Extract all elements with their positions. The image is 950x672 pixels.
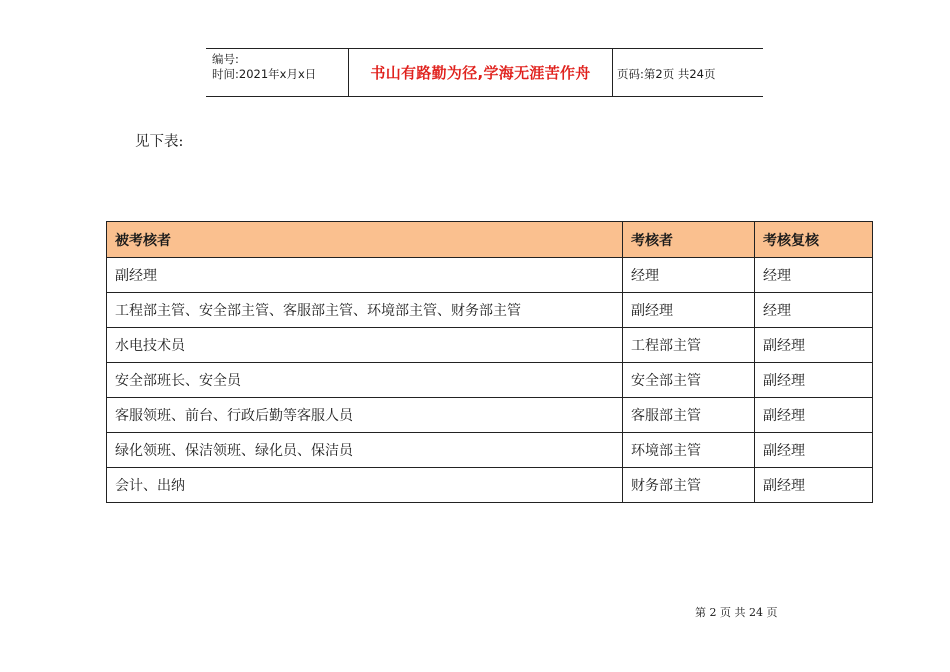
header-motto: 书山有路勤为径,学海无涯苦作舟 bbox=[370, 64, 591, 82]
cell-assessee: 会计、出纳 bbox=[107, 468, 623, 503]
intro-text: 见下表: bbox=[135, 134, 184, 150]
cell-reviewer: 副经理 bbox=[755, 468, 873, 503]
cell-assessee: 安全部班长、安全员 bbox=[107, 363, 623, 398]
header-bottom-rule bbox=[206, 96, 763, 97]
cell-reviewer: 副经理 bbox=[755, 363, 873, 398]
cell-assessor: 环境部主管 bbox=[623, 433, 755, 468]
cell-reviewer: 经理 bbox=[755, 293, 873, 328]
cell-assessee: 绿化领班、保洁领班、绿化员、保洁员 bbox=[107, 433, 623, 468]
cell-reviewer: 副经理 bbox=[755, 328, 873, 363]
header-top-rule bbox=[206, 48, 763, 49]
cell-reviewer: 副经理 bbox=[755, 398, 873, 433]
cell-assessor: 经理 bbox=[623, 258, 755, 293]
table-row bbox=[107, 328, 873, 363]
table-row bbox=[107, 363, 873, 398]
cell-reviewer: 经理 bbox=[755, 258, 873, 293]
table-header-row bbox=[107, 222, 873, 258]
page-footer: 第 2 页 共 24 页 bbox=[695, 606, 778, 619]
table-row bbox=[107, 468, 873, 503]
header-divider-right bbox=[612, 48, 613, 96]
cell-reviewer: 副经理 bbox=[755, 433, 873, 468]
cell-assessor: 财务部主管 bbox=[623, 468, 755, 503]
header-meta bbox=[212, 52, 316, 82]
header-cell-reviewer: 考核复核 bbox=[755, 222, 873, 258]
table-row bbox=[107, 398, 873, 433]
cell-assessor: 副经理 bbox=[623, 293, 755, 328]
header-time-label: 时间:2021年x月x日 bbox=[212, 67, 317, 81]
table-row bbox=[107, 433, 873, 468]
cell-assessor: 安全部主管 bbox=[623, 363, 755, 398]
cell-assessor: 工程部主管 bbox=[623, 328, 755, 363]
header-cell-assessee: 被考核者 bbox=[107, 222, 623, 258]
header-cell-assessor: 考核者 bbox=[623, 222, 755, 258]
table-row bbox=[107, 258, 873, 293]
cell-assessee: 工程部主管、安全部主管、客服部主管、环境部主管、财务部主管 bbox=[107, 293, 623, 328]
cell-assessee: 水电技术员 bbox=[107, 328, 623, 363]
cell-assessor: 客服部主管 bbox=[623, 398, 755, 433]
table-row bbox=[107, 293, 873, 328]
header-number-label: 编号: bbox=[212, 52, 239, 66]
assessment-table bbox=[106, 221, 873, 503]
cell-assessee: 副经理 bbox=[107, 258, 623, 293]
cell-assessee: 客服领班、前台、行政后勤等客服人员 bbox=[107, 398, 623, 433]
header-page-info: 页码:第2页 共24页 bbox=[617, 67, 716, 81]
